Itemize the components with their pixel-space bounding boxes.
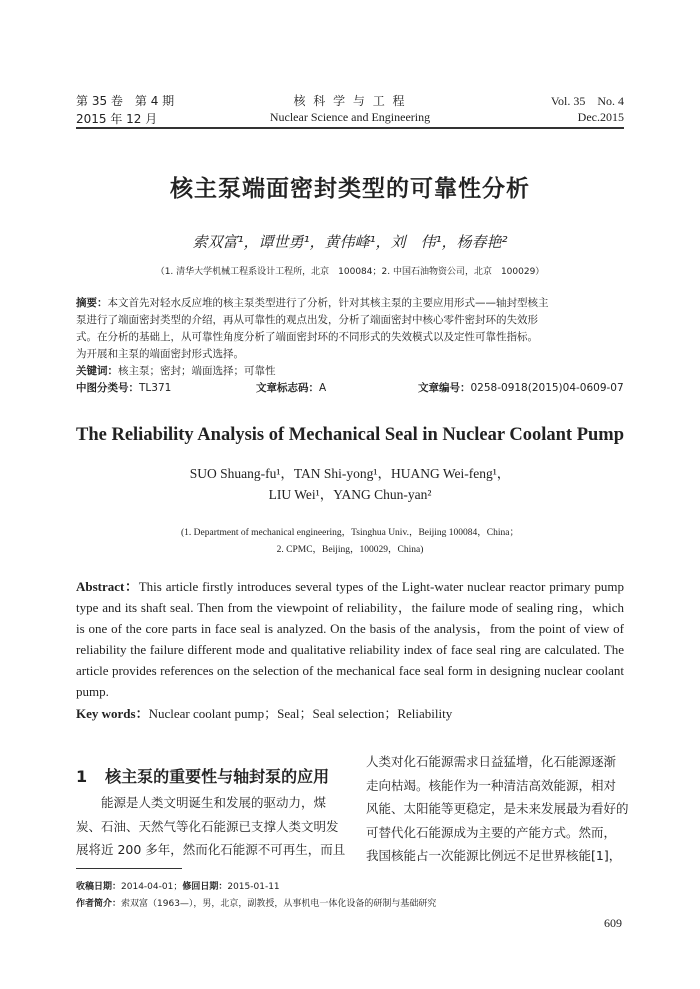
article-number: 文章编号：0258-0918(2015)04-0609-07 (418, 382, 624, 394)
footnote-dates: 收稿日期：2014-04-01；修回日期：2015-01-11 (76, 882, 280, 892)
header-date-en: Dec.2015 (577, 110, 624, 124)
abstract-en-label: Abstract： (76, 579, 139, 594)
authors-en: SUO Shuang-fu¹，TAN Shi-yong¹，HUANG Wei-feng¹， LIU Wei¹，YANG Chun-yan² (189, 466, 511, 502)
authors-zh: 索双富¹，谭世勇¹，黄伟峰¹，刘 伟¹，杨春艳² (192, 233, 508, 251)
section-number: 1 (76, 767, 88, 786)
abstract-zh-label: 摘要： (76, 297, 108, 309)
header-volume-issue: 第 35 卷 第 4 期 (76, 94, 175, 108)
header-journal-zh: 核 科 学 与 工 程 (293, 94, 407, 108)
abstract-zh-line: 式。在分析的基础上，从可靠性角度分析了端面密封环的不同形式的失效模式以及定性可靠性指标。 (76, 331, 538, 343)
header-rule (76, 127, 624, 129)
classification-row (76, 380, 636, 397)
abstract-zh-line: 摘要：本文首先对轻水反应堆的核主泵类型进行了分析，针对其核主泵的主要应用形式——轴封型核主 (76, 297, 549, 309)
keywords-zh: 关键词：核主泵；密封；端面选择；可靠性 (76, 365, 276, 377)
footnote-rule (76, 868, 182, 869)
header-journal-en: Nuclear Science and Engineering (269, 110, 431, 124)
left-column-text: 能源是人类文明诞生和发展的驱动力，煤 炭、石油、天然气等化石能源已支撑人类文明发 展将近 200 多年，然而化石能源不可再生，而且 (76, 795, 346, 857)
keywords-en: Key words：Nuclear coolant pump；Seal；Seal selection；Reliability (76, 706, 453, 721)
right-column-text: 人类对化石能源需求日益猛增，化石能源逐渐 走向枯竭。核能作为一种清洁高效能源，相对 风能、太阳能等更稳定，是未来发展最为看好的 可替代化石能源成为主要的产能方式。然而， 我国核能占一次能源比例远不足世界核能[1]， (366, 754, 629, 863)
abstract-en (76, 576, 624, 724)
affiliations-en: (1. Department of mechanical engineering，Tsinghua Univ.，Beijing 100084，China； 2. CPMC，Beijing，100029，China) (180, 528, 519, 555)
section-heading (76, 764, 329, 787)
section-title: 核主泵的重要性与轴封泵的应用 (105, 767, 330, 786)
abstract-zh (76, 295, 636, 397)
clc-code: 中图分类号：TL371 (76, 382, 172, 394)
abstract-zh-line: 泵进行了端面密封类型的介绍，再从可靠性的观点出发，分析了端面密封中核心零件密封环的失效形 (76, 314, 538, 326)
abstract-zh-line: 为开展和主泵的端面密封形式选择。 (76, 348, 244, 360)
title-zh: 核主泵端面密封类型的可靠性分析 (170, 176, 530, 202)
page-number: 609 (604, 916, 622, 930)
abstract-en-text: This article firstly introduces several types of the Light-water nuclear reactor primary pump type and its shaft seal. Then from the viewpoint of reliability，the failure mode of sealing ring，which is one of the core parts in face seal is analyzed. On the basis of the analysis，from the point of view of reliability the failure different mode and qualitative reliability index of face seal ring are calculated. The article provides references on the selection of the mechanical face seal form in designing nuclear coolant pump. (76, 579, 624, 699)
affiliations-zh: （1. 清华大学机械工程系设计工程所，北京 100084；2. 中国石油物资公司，北京 100029） (155, 267, 545, 277)
title-en: The Reliability Analysis of Mechanical Seal in Nuclear Coolant Pump (76, 425, 624, 445)
footnote-author: 作者简介：索双富（1963—），男，北京，副教授，从事机电一体化设备的研制与基础研究 (76, 899, 437, 909)
document-code: 文章标志码：A (256, 382, 327, 394)
header-vol-no: Vol. 35 No. 4 (550, 94, 624, 108)
header-date-zh: 2015 年 12 月 (76, 112, 158, 126)
